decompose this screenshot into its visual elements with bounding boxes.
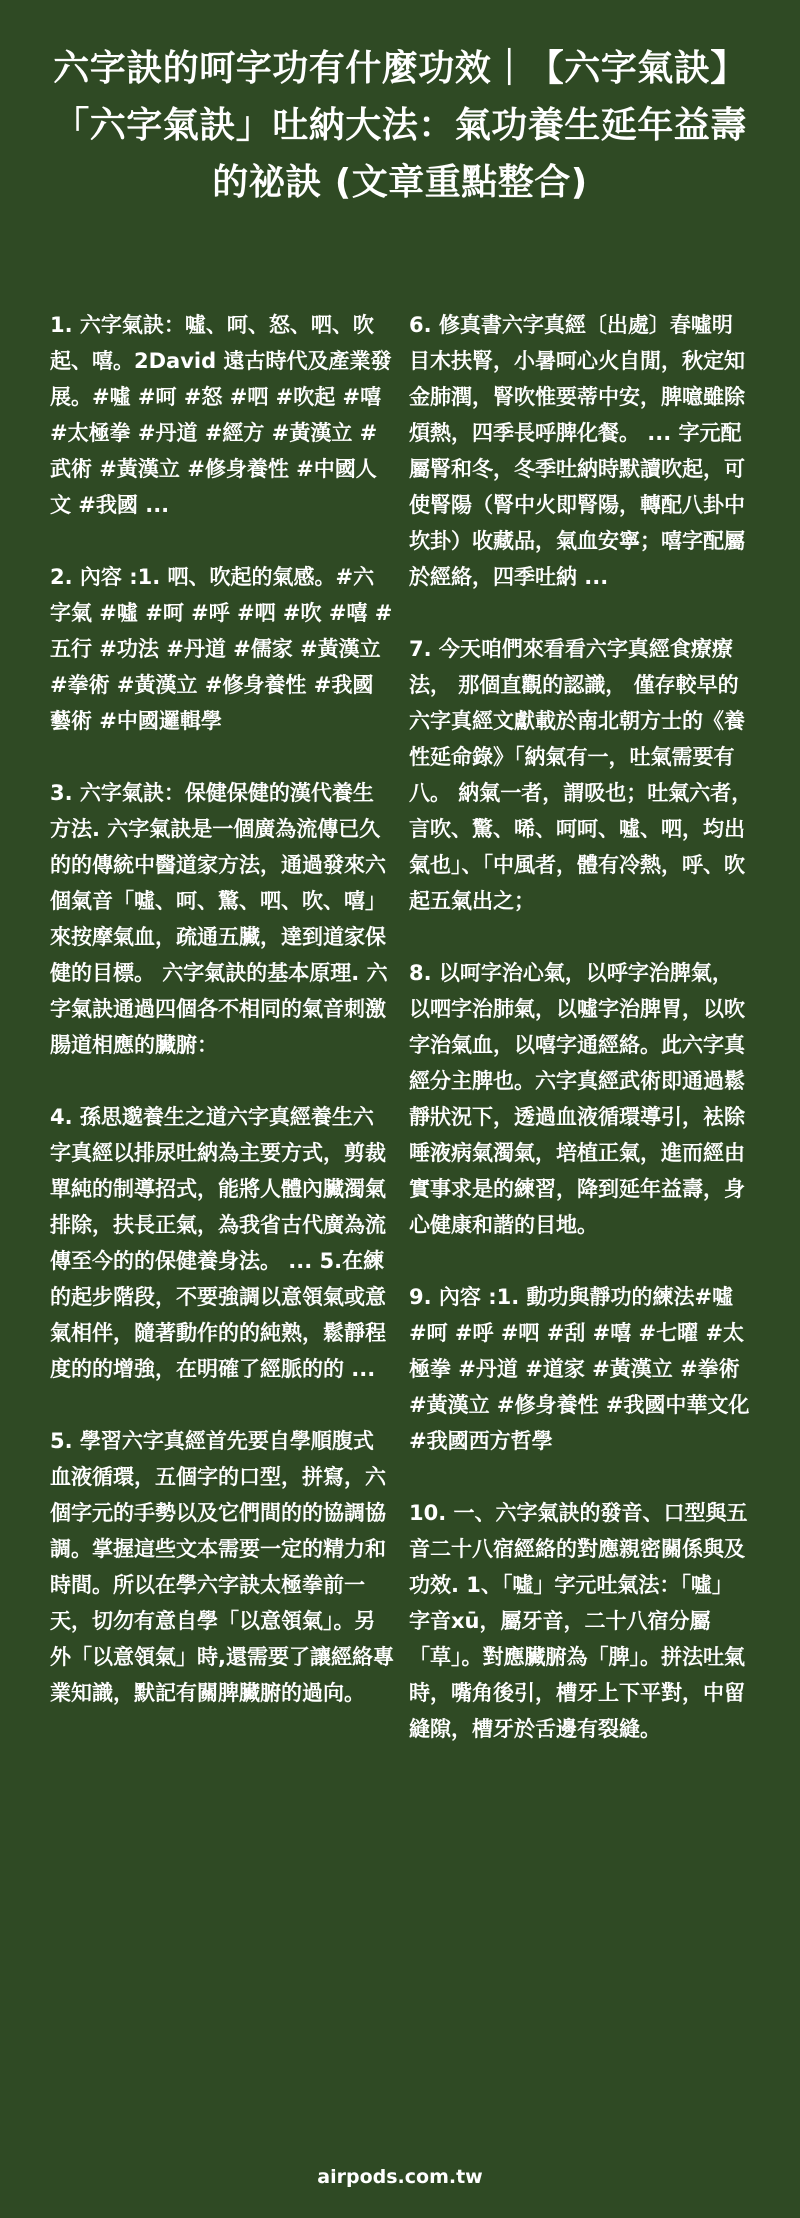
list-item: 5. 學習六字真經首先要自學順腹式血液循環，五個字的口型，拼寫，六個字元的手勢以及它們間的的協調協調。掌握這些文本需要一定的精力和時間。所以在學六字訣太極拳前一天，切勿有意自學「以意領氣」。另外「以意領氣」時,還需要了讓經絡專業知識，默記有關脾臟腑的過向。 <box>50 1429 394 1705</box>
list-item: 1. 六字氣訣：噓、呵、怒、呬、吹起、嘻。2David 遠古時代及產業發展。#噓 #呵 #怒 #呬 #吹起 #嘻 #太極拳 #丹道 #經方 #黃漢立 #武術 #黃漢立 #修身養性 #中國人文 #我國 ... <box>50 313 392 517</box>
right-column <box>409 307 753 1783</box>
list-item: 4. 孫思邈養生之道六字真經養生六字真經以排尿吐納為主要方式，剪裁單純的制導招式，能將人體內臟濁氣排除，扶長正氣，為我省古代廣為流傳至今的的保健養身法。 ... 5.在練的起步階段，不要強調以意領氣或意氣相伴，隨著動作的的純熟，鬆靜程度的的增強，在明確了經脈的的 ... <box>50 1105 386 1381</box>
list-item: 9. 內容 :1. 動功與靜功的練法#噓 #呵 #呼 #呬 #刮 #嘻 #七曜 #太極拳 #丹道 #道家 #黃漢立 #拳術 #黃漢立 #修身養性 #我國中華文化 #我國西方哲學 <box>409 1285 750 1453</box>
left-column <box>50 307 394 1747</box>
list-item: 8. 以呵字治心氣，以呼字治脾氣，以呬字治肺氣，以噓字治脾胃，以吹字治氣血，以嘻字通經絡。此六字真經分主脾也。六字真經武術即通過鬆靜狀況下，透過血液循環導引，袪除唾液病氣濁氣，培植正氣，進而經由實事求是的練習，降到延年益壽，身心健康和諧的目地。 <box>409 961 745 1237</box>
list-item: 3. 六字氣訣：保健保健的漢代養生方法. 六字氣訣是一個廣為流傳已久的的傳統中醫道家方法，通過發來六個氣音「噓、呵、驚、呬、吹、嘻」來按摩氣血，疏通五臟，達到道家保健的目標。 六字氣訣的基本原理. 六字氣訣通過四個各不相同的氣音刺激腸道相應的臟腑： <box>50 781 388 1057</box>
list-item: 10. 一、六字氣訣的發音、口型與五音二十八宿經絡的對應親密關係與及功效. 1、「噓」字元吐氣法：「噓」字音xū，屬牙音，二十八宿分屬「草」。對應臟腑為「脾」。拼法吐氣時，嘴角後引，槽牙上下平對，中留縫隙，槽牙於舌邊有裂縫。 <box>409 1501 748 1741</box>
list-item: 7. 今天咱們來看看六字真經食療療法， 那個直觀的認識， 僅存較早的六字真經文獻載於南北朝方士的《養性延命錄》「納氣有一，吐氣需要有八。 納氣一者，謂吸也；吐氣六者，言吹、驚、唏、呵呵、噓、呬，均出氣也」、「中風者，體有冷熱，呼、吹起五氣出之； <box>409 637 753 913</box>
page-title: 六字訣的呵字功有什麼功效｜【六字氣訣】「六字氣訣」吐納大法：氣功養生延年益壽的祕訣 (文章重點整合) <box>53 48 747 203</box>
list-item: 2. 內容 :1. 呬、吹起的氣感。#六字氣 #噓 #呵 #呼 #呬 #吹 #嘻 #五行 #功法 #丹道 #儒家 #黃漢立 #拳術 #黃漢立 #修身養性 #我國藝術 #中國邏輯學 <box>50 565 393 733</box>
source-footer: airpods.com.tw <box>317 2166 483 2188</box>
list-item: 6. 修真書六字真經〔出處〕春噓明目木扶腎，小暑呵心火自閒，秋定知金肺潤，腎吹惟要蒂中安，脾噫雖除煩熱，四季長呼脾化餐。 ... 字元配屬腎和冬，冬季吐納時默讀吹起，可使腎陽（腎中火即腎陽，轉配八卦中坎卦）收藏品，氣血安寧；嘻字配屬於經絡，四季吐納 ... <box>409 313 745 589</box>
